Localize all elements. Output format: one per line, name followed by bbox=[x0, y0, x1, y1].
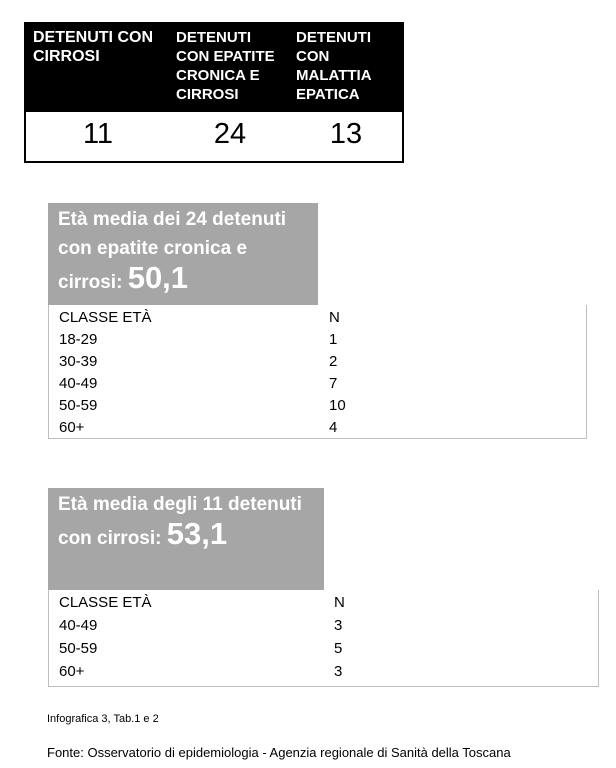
header-cirrosi: DETENUTI CON CIRROSI bbox=[33, 29, 153, 65]
table-row bbox=[49, 614, 598, 637]
summary-values-row bbox=[24, 112, 404, 163]
value-malattia-epatica: 13 bbox=[329, 118, 363, 150]
age-class-cell: 50-59 bbox=[59, 640, 98, 657]
count-cell: 2 bbox=[329, 353, 338, 370]
age-class-cell: 18-29 bbox=[59, 331, 98, 348]
count-cell: 5 bbox=[334, 640, 343, 657]
count-cell: 4 bbox=[329, 419, 338, 436]
table-row bbox=[49, 417, 586, 439]
value-epatite-cirrosi: 24 bbox=[213, 118, 247, 150]
table-row bbox=[49, 660, 598, 683]
count-cell: 10 bbox=[329, 397, 346, 414]
age-banner-text: Età media dei 24 detenuti con epatite cronica e cirrosi: bbox=[58, 209, 287, 293]
count-cell: 3 bbox=[334, 617, 343, 634]
column-header-n: N bbox=[329, 309, 340, 326]
table-row bbox=[49, 329, 586, 351]
header-epatite-cirrosi: DETENUTI CON EPATITE CRONICA E CIRROSI bbox=[176, 29, 275, 103]
table-header-row bbox=[49, 305, 586, 329]
mean-age-value: 53,1 bbox=[166, 516, 228, 551]
age-class-cell: 60+ bbox=[59, 419, 85, 436]
table-row bbox=[49, 351, 586, 373]
age-table-cirrosi bbox=[48, 590, 599, 687]
table-header-row bbox=[49, 590, 598, 614]
table-row bbox=[49, 637, 598, 660]
table-row bbox=[49, 373, 586, 395]
column-header-classe: CLASSE ETÀ bbox=[59, 594, 152, 611]
age-class-cell: 50-59 bbox=[59, 397, 98, 414]
age-table-epatite bbox=[48, 305, 587, 439]
table-row bbox=[49, 395, 586, 417]
column-header-n: N bbox=[334, 594, 345, 611]
summary-table bbox=[24, 22, 404, 163]
summary-header-row bbox=[24, 22, 404, 112]
count-cell: 7 bbox=[329, 375, 338, 392]
column-header-classe: CLASSE ETÀ bbox=[59, 309, 152, 326]
source-note: Fonte: Osservatorio di epidemiologia - Agenzia regionale di Sanità della Toscana bbox=[47, 745, 511, 760]
age-class-cell: 30-39 bbox=[59, 353, 98, 370]
age-banner-epatite bbox=[48, 203, 318, 305]
header-malattia-epatica: DETENUTI CON MALATTIA EPATICA bbox=[296, 29, 371, 103]
age-banner-cirrosi bbox=[48, 488, 324, 590]
figure-caption: Infografica 3, Tab.1 e 2 bbox=[47, 713, 159, 725]
age-class-cell: 60+ bbox=[59, 663, 85, 680]
age-banner-text: Età media degli 11 detenuti con cirrosi: bbox=[58, 494, 302, 549]
mean-age-value: 50,1 bbox=[127, 260, 189, 295]
count-cell: 3 bbox=[334, 663, 343, 680]
age-class-cell: 40-49 bbox=[59, 617, 98, 634]
age-class-cell: 40-49 bbox=[59, 375, 98, 392]
count-cell: 1 bbox=[329, 331, 338, 348]
value-cirrosi: 11 bbox=[82, 118, 114, 150]
